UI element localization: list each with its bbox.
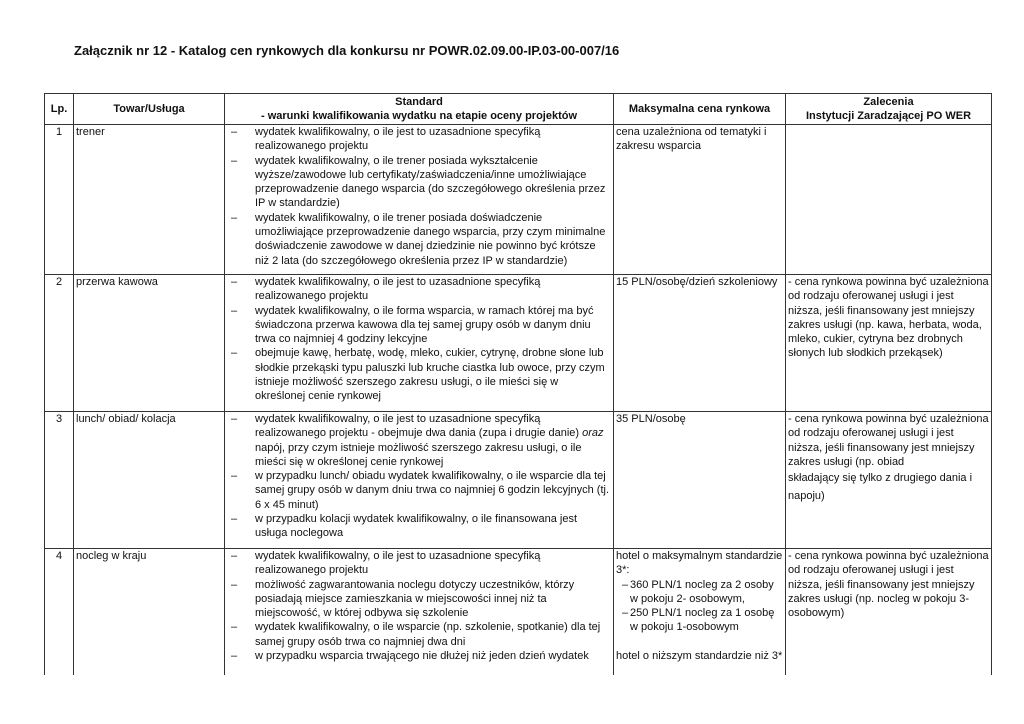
standard-bullet: – wydatek kwalifikowalny, o ile jest to uzasadnione specyfiką realizowanego projektu <box>231 549 611 578</box>
standard-text: wydatek kwalifikowalny, o ile jest to uzasadnione specyfiką realizowanego projektu - obejmuje dwa dania (zupa i drugie danie) <box>255 413 583 440</box>
header-recommendations <box>786 94 992 125</box>
table-row <box>45 275 992 412</box>
table-row <box>45 125 992 275</box>
header-item: Towar/Usługa <box>74 94 225 125</box>
row-item: lunch/ obiad/ kolacja <box>74 412 225 549</box>
row-price: cena uzależniona od tematyki i zakresu wsparcia <box>614 125 786 275</box>
row-standard <box>225 549 614 675</box>
standard-bullet: – w przypadku kolacji wydatek kwalifikowalny, o ile finansowana jest usługa noclegowa <box>231 512 611 541</box>
price-intro: hotel o maksymalnym standardzie 3*: <box>616 550 783 577</box>
row-price: 15 PLN/osobę/dzień szkoleniowy <box>614 275 786 412</box>
document-title: Załącznik nr 12 - Katalog cen rynkowych dla konkursu nr POWR.02.09.00-IP.03-00-007/16 <box>74 43 620 58</box>
row-recommendation <box>786 412 992 549</box>
row-item: przerwa kawowa <box>74 275 225 412</box>
standard-bullet: – wydatek kwalifikowalny, o ile wsparcie (np. szkolenie, spotkanie) dla tej samej grupy osób trwa co najmniej dwa dni <box>231 620 611 649</box>
standard-text: napój, przy czym istnieje możliwość szerszego zakresu usługi, o ile mieści się w określonej cenie rynkowej <box>255 441 582 468</box>
header-rec-line2: Instytucji Zaradzającej PO WER <box>805 110 972 122</box>
row-recommendation <box>786 125 992 275</box>
table-row <box>45 412 992 549</box>
header-standard-line1: Standard <box>395 95 443 108</box>
price-option: – 360 PLN/1 nocleg za 2 osoby w pokoju 2- osobowym, <box>622 578 783 607</box>
standard-bullet: – wydatek kwalifikowalny, o ile jest to uzasadnione specyfiką realizowanego projektu <box>231 125 611 154</box>
standard-bullet: – możliwość zagwarantowania noclegu dotyczy uczestników, którzy posiadają miejsce zamieszkania w miejscowości innej niż ta miejscowość, w której odbywa się szkolenie <box>231 578 611 621</box>
row-lp: 2 <box>45 275 74 412</box>
standard-bullet: – wydatek kwalifikowalny, o ile forma wsparcia, w ramach której ma być świadczona przerwa kawowa dla tej samej grupy osób w danym dniu trwa co najmniej 4 godziny lekcyjne <box>231 304 611 347</box>
price-outro: hotel o niższym standardzie niż 3* <box>616 649 783 662</box>
standard-bullet <box>231 412 611 469</box>
header-price: Maksymalna cena rynkowa <box>614 94 786 125</box>
header-lp: Lp. <box>45 94 74 125</box>
header-standard-line2: - warunki kwalifikowania wydatku na etapie oceny projektów <box>260 110 578 122</box>
row-price <box>614 549 786 675</box>
recommendation-text: składający się tylko z drugiego dania i napoju) <box>788 472 973 503</box>
header-standard <box>225 94 614 125</box>
standard-bullet: – wydatek kwalifikowalny, o ile trener posiada wykształcenie wyższe/zawodowe lub certyfikaty/zaświadczenia/inne umożliwiające przeprowadzenie danego wsparcia (do szczegółowego określenia przez IP w standardzie) <box>231 154 611 211</box>
standard-bullet: – w przypadku wsparcia trwającego nie dłużej niż jeden dzień wydatek <box>231 649 611 663</box>
row-lp: 1 <box>45 125 74 275</box>
price-option: – 250 PLN/1 nocleg za 1 osobę w pokoju 1-osobowym <box>622 606 783 635</box>
standard-emphasis: oraz <box>582 427 604 440</box>
table-row <box>45 549 992 675</box>
standard-bullet: – wydatek kwalifikowalny, o ile trener posiada doświadczenie umożliwiające przeprowadzenie danego wsparcia, przy czym minimalne doświadczenie zawodowe w danej dziedzinie nie powinno być krótsze niż 2 lata (do szczegółowego określenia przez IP w standardzie) <box>231 211 611 268</box>
row-standard <box>225 125 614 275</box>
table-header-row <box>45 94 992 125</box>
recommendation-text: - cena rynkowa powinna być uzależniona od rodzaju oferowanej usługi i jest niższa, jeśli finansowany jest mniejszy zakres usługi (np. obiad <box>788 413 989 468</box>
row-recommendation: - cena rynkowa powinna być uzależniona od rodzaju oferowanej usługi i jest niższa, jeśli finansowany jest mniejszy zakres usługi (np. nocleg w pokoju 3-osobowym) <box>786 549 992 675</box>
standard-bullet: – wydatek kwalifikowalny, o ile jest to uzasadnione specyfiką realizowanego projektu <box>231 275 611 304</box>
standard-bullet: – obejmuje kawę, herbatę, wodę, mleko, cukier, cytrynę, drobne słone lub słodkie przekąski typu paluszki lub kruche ciastka lub owoce, przy czym istnieje możliwość szerszego zakresu usługi, o ile mieści się w określonej cenie rynkowej <box>231 346 611 403</box>
row-lp: 4 <box>45 549 74 675</box>
standard-bullet: – w przypadku lunch/ obiadu wydatek kwalifikowalny, o ile wsparcie dla tej samej grupy osób w danym dniu trwa co najmniej 6 godzin lekcyjnych (tj. 6 x 45 minut) <box>231 469 611 512</box>
price-catalog-table <box>44 93 992 675</box>
header-rec-line1: Zalecenia <box>863 95 914 108</box>
row-item: nocleg w kraju <box>74 549 225 675</box>
row-standard <box>225 412 614 549</box>
row-lp: 3 <box>45 412 74 549</box>
row-standard <box>225 275 614 412</box>
row-item: trener <box>74 125 225 275</box>
row-recommendation: - cena rynkowa powinna być uzależniona od rodzaju oferowanej usługi i jest niższa, jeśli finansowany jest mniejszy zakres usługi (np. kawa, herbata, woda, mleko, cukier, cytryna bez drobnych słonych lub słodkich przekąsek) <box>786 275 992 412</box>
row-price: 35 PLN/osobę <box>614 412 786 549</box>
